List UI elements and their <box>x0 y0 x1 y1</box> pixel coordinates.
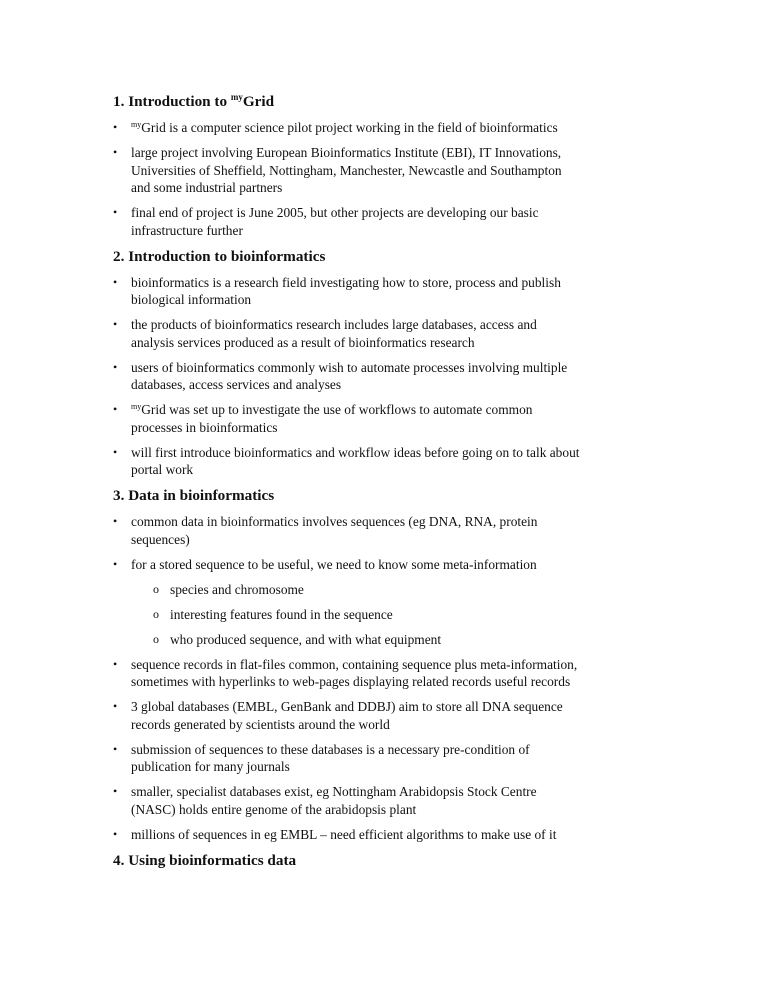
item-text: Grid is a computer science pilot project working in the field of bioinformatics <box>141 120 558 136</box>
bullet-icon: • <box>113 205 118 220</box>
list-item <box>113 513 581 548</box>
section-heading <box>113 852 768 870</box>
item-text: bioinformatics is a research field investigating how to store, process and publish biological information <box>131 274 561 308</box>
sub-list-item <box>153 606 581 624</box>
superscript: my <box>131 402 142 412</box>
list-item <box>113 783 581 818</box>
circle-bullet-icon: o <box>153 581 159 596</box>
bullet-icon: • <box>113 784 118 799</box>
item-text: users of bioinformatics commonly wish to automate processes involving multiple databases, access services and analyses <box>131 359 568 393</box>
bullet-icon: • <box>113 120 118 135</box>
item-text: common data in bioinformatics involves sequences (eg DNA, RNA, protein sequences) <box>131 514 538 547</box>
superscript: my <box>131 120 142 130</box>
section-title: Introduction to bioinformatics <box>128 247 326 265</box>
section-number: 3. <box>113 487 125 504</box>
circle-bullet-icon: o <box>153 631 159 646</box>
item-text: Grid was set up to investigate the use of workflows to automate common processes in bioinformatics <box>131 402 533 435</box>
sub-item-text: species and chromosome <box>170 581 304 597</box>
title-superscript: my <box>230 92 243 102</box>
list-item <box>113 826 581 844</box>
bullet-icon: • <box>113 741 118 756</box>
section-number: 1. <box>113 93 125 110</box>
list-item <box>113 698 581 733</box>
bullet-icon: • <box>113 402 118 417</box>
item-text: final end of project is June 2005, but other projects are developing our basic infrastructure further <box>131 205 539 238</box>
bullet-icon: • <box>113 359 118 374</box>
bullet-icon: • <box>113 274 118 289</box>
list-item <box>113 444 581 479</box>
bullet-icon: • <box>113 317 118 332</box>
section-title: Data in bioinformatics <box>128 487 275 504</box>
list-item <box>113 401 581 436</box>
list-item <box>113 741 581 776</box>
section-heading <box>113 248 768 266</box>
list-item <box>113 316 581 351</box>
list-item <box>113 359 581 394</box>
bullet-icon: • <box>113 826 118 841</box>
circle-bullet-icon: o <box>153 606 159 621</box>
section-heading <box>113 93 768 111</box>
section-heading <box>113 487 768 505</box>
section-number: 2. <box>113 247 125 265</box>
list-item <box>113 274 581 309</box>
sub-list-item <box>153 581 581 599</box>
bullet-icon: • <box>113 514 118 529</box>
item-text: submission of sequences to these databases is a necessary pre-condition of publication for many journals <box>131 741 530 775</box>
list-item <box>113 556 581 574</box>
bullet-icon: • <box>113 556 118 571</box>
bullet-list <box>113 119 581 239</box>
bullet-icon: • <box>113 145 118 160</box>
sub-bullet-list <box>153 581 581 649</box>
item-text: for a stored sequence to be useful, we need to know some meta-information <box>131 556 537 572</box>
sub-list-item <box>153 631 581 649</box>
item-text: the products of bioinformatics research includes large databases, access and analysis services produced as a result of bioinformatics research <box>131 317 537 350</box>
list-item <box>113 119 581 137</box>
item-text: large project involving European Bioinformatics Institute (EBI), IT Innovations, Universities of Sheffield, Nottingham, Manchester, Newcastle and Southampton and some industrial partners <box>131 145 562 196</box>
list-item <box>113 204 581 239</box>
item-text: smaller, specialist databases exist, eg Nottingham Arabidopsis Stock Centre (NASC) holds entire genome of the arabidopsis plant <box>131 784 537 817</box>
section-title: Using bioinformatics data <box>128 851 297 869</box>
item-text: will first introduce bioinformatics and workflow ideas before going on to talk about portal work <box>131 444 580 478</box>
bullet-icon: • <box>113 656 118 671</box>
bullet-icon: • <box>113 444 118 459</box>
section-title: Introduction to <box>128 93 228 110</box>
sub-item-text: who produced sequence, and with what equipment <box>170 631 442 647</box>
list-item <box>113 144 581 197</box>
item-text: 3 global databases (EMBL, GenBank and DDBJ) aim to store all DNA sequence records generated by scientists around the world <box>131 699 563 732</box>
sub-item-text: interesting features found in the sequence <box>170 606 393 622</box>
item-text: sequence records in flat-files common, containing sequence plus meta-information, sometimes with hyperlinks to web-pages displaying related records useful records <box>131 656 578 690</box>
title-suffix: Grid <box>242 93 275 110</box>
bullet-icon: • <box>113 699 118 714</box>
bullet-list <box>113 513 581 843</box>
item-text: millions of sequences in eg EMBL – need efficient algorithms to make use of it <box>131 826 557 842</box>
section-number: 4. <box>113 851 125 869</box>
list-item <box>113 656 581 691</box>
bullet-list <box>113 274 581 479</box>
